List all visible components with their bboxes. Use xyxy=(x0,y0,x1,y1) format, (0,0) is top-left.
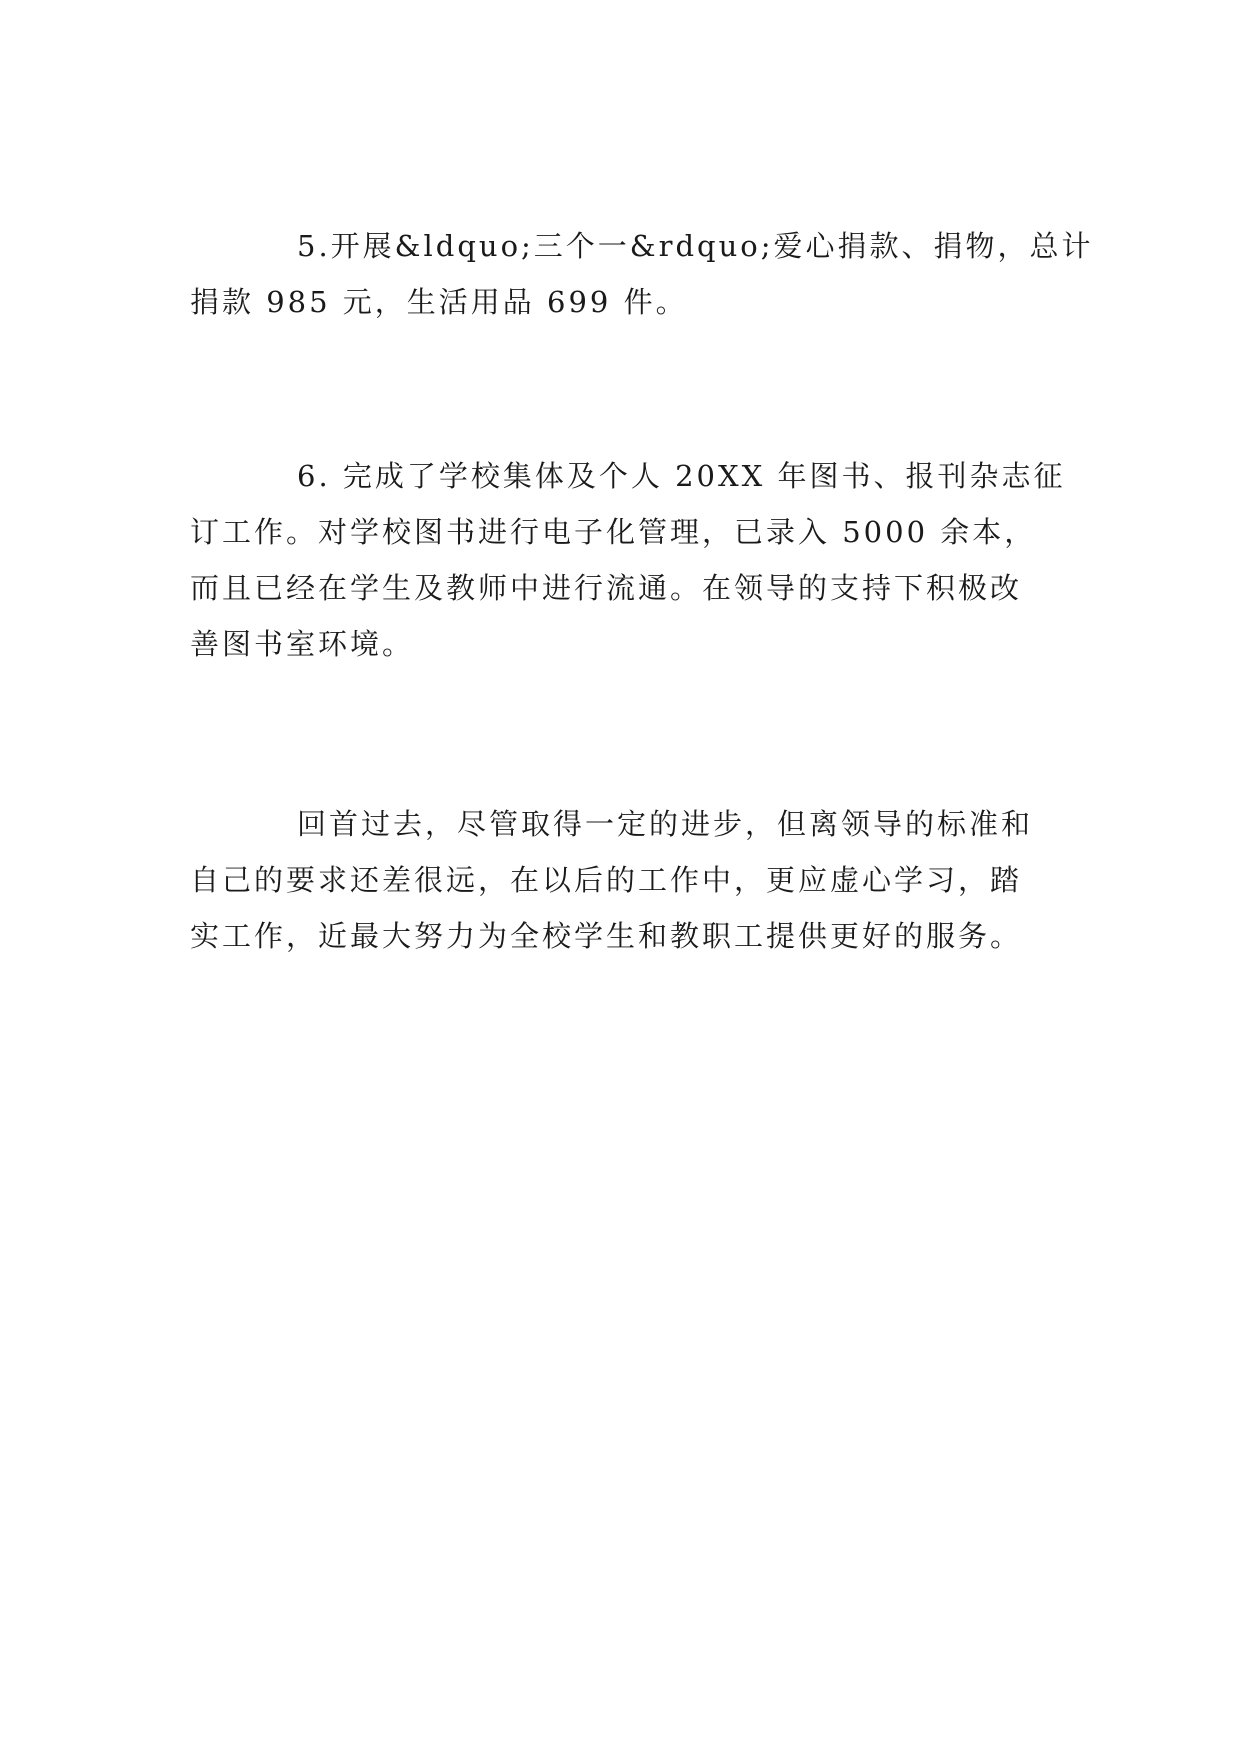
paragraph-line: 捐款 985 元，生活用品 699 件。 xyxy=(190,285,688,319)
paragraph-library-work xyxy=(190,448,1070,672)
paragraph-line: 实工作，近最大努力为全校学生和教职工提供更好的服务。 xyxy=(190,919,1023,953)
paragraph-line: 善图书室环境。 xyxy=(190,627,415,661)
paragraph-line: 5.开展&ldquo;三个一&rdquo;爱心捐款、捐物，总计 xyxy=(297,229,1094,263)
paragraph-line: 自己的要求还差很远，在以后的工作中，更应虚心学习，踏 xyxy=(190,863,1023,897)
paragraph-donation xyxy=(190,218,1094,330)
paragraph-line: 订工作。对学校图书进行电子化管理，已录入 5000 余本， xyxy=(190,515,1037,549)
paragraph-line: 而且已经在学生及教师中进行流通。在领导的支持下积极改 xyxy=(190,571,1023,605)
paragraph-line: 6. 完成了学校集体及个人 20XX 年图书、报刊杂志征 xyxy=(297,459,1066,493)
paragraph-conclusion xyxy=(190,796,1070,964)
paragraph-line: 回首过去，尽管取得一定的进步，但离领导的标准和 xyxy=(297,807,1034,841)
